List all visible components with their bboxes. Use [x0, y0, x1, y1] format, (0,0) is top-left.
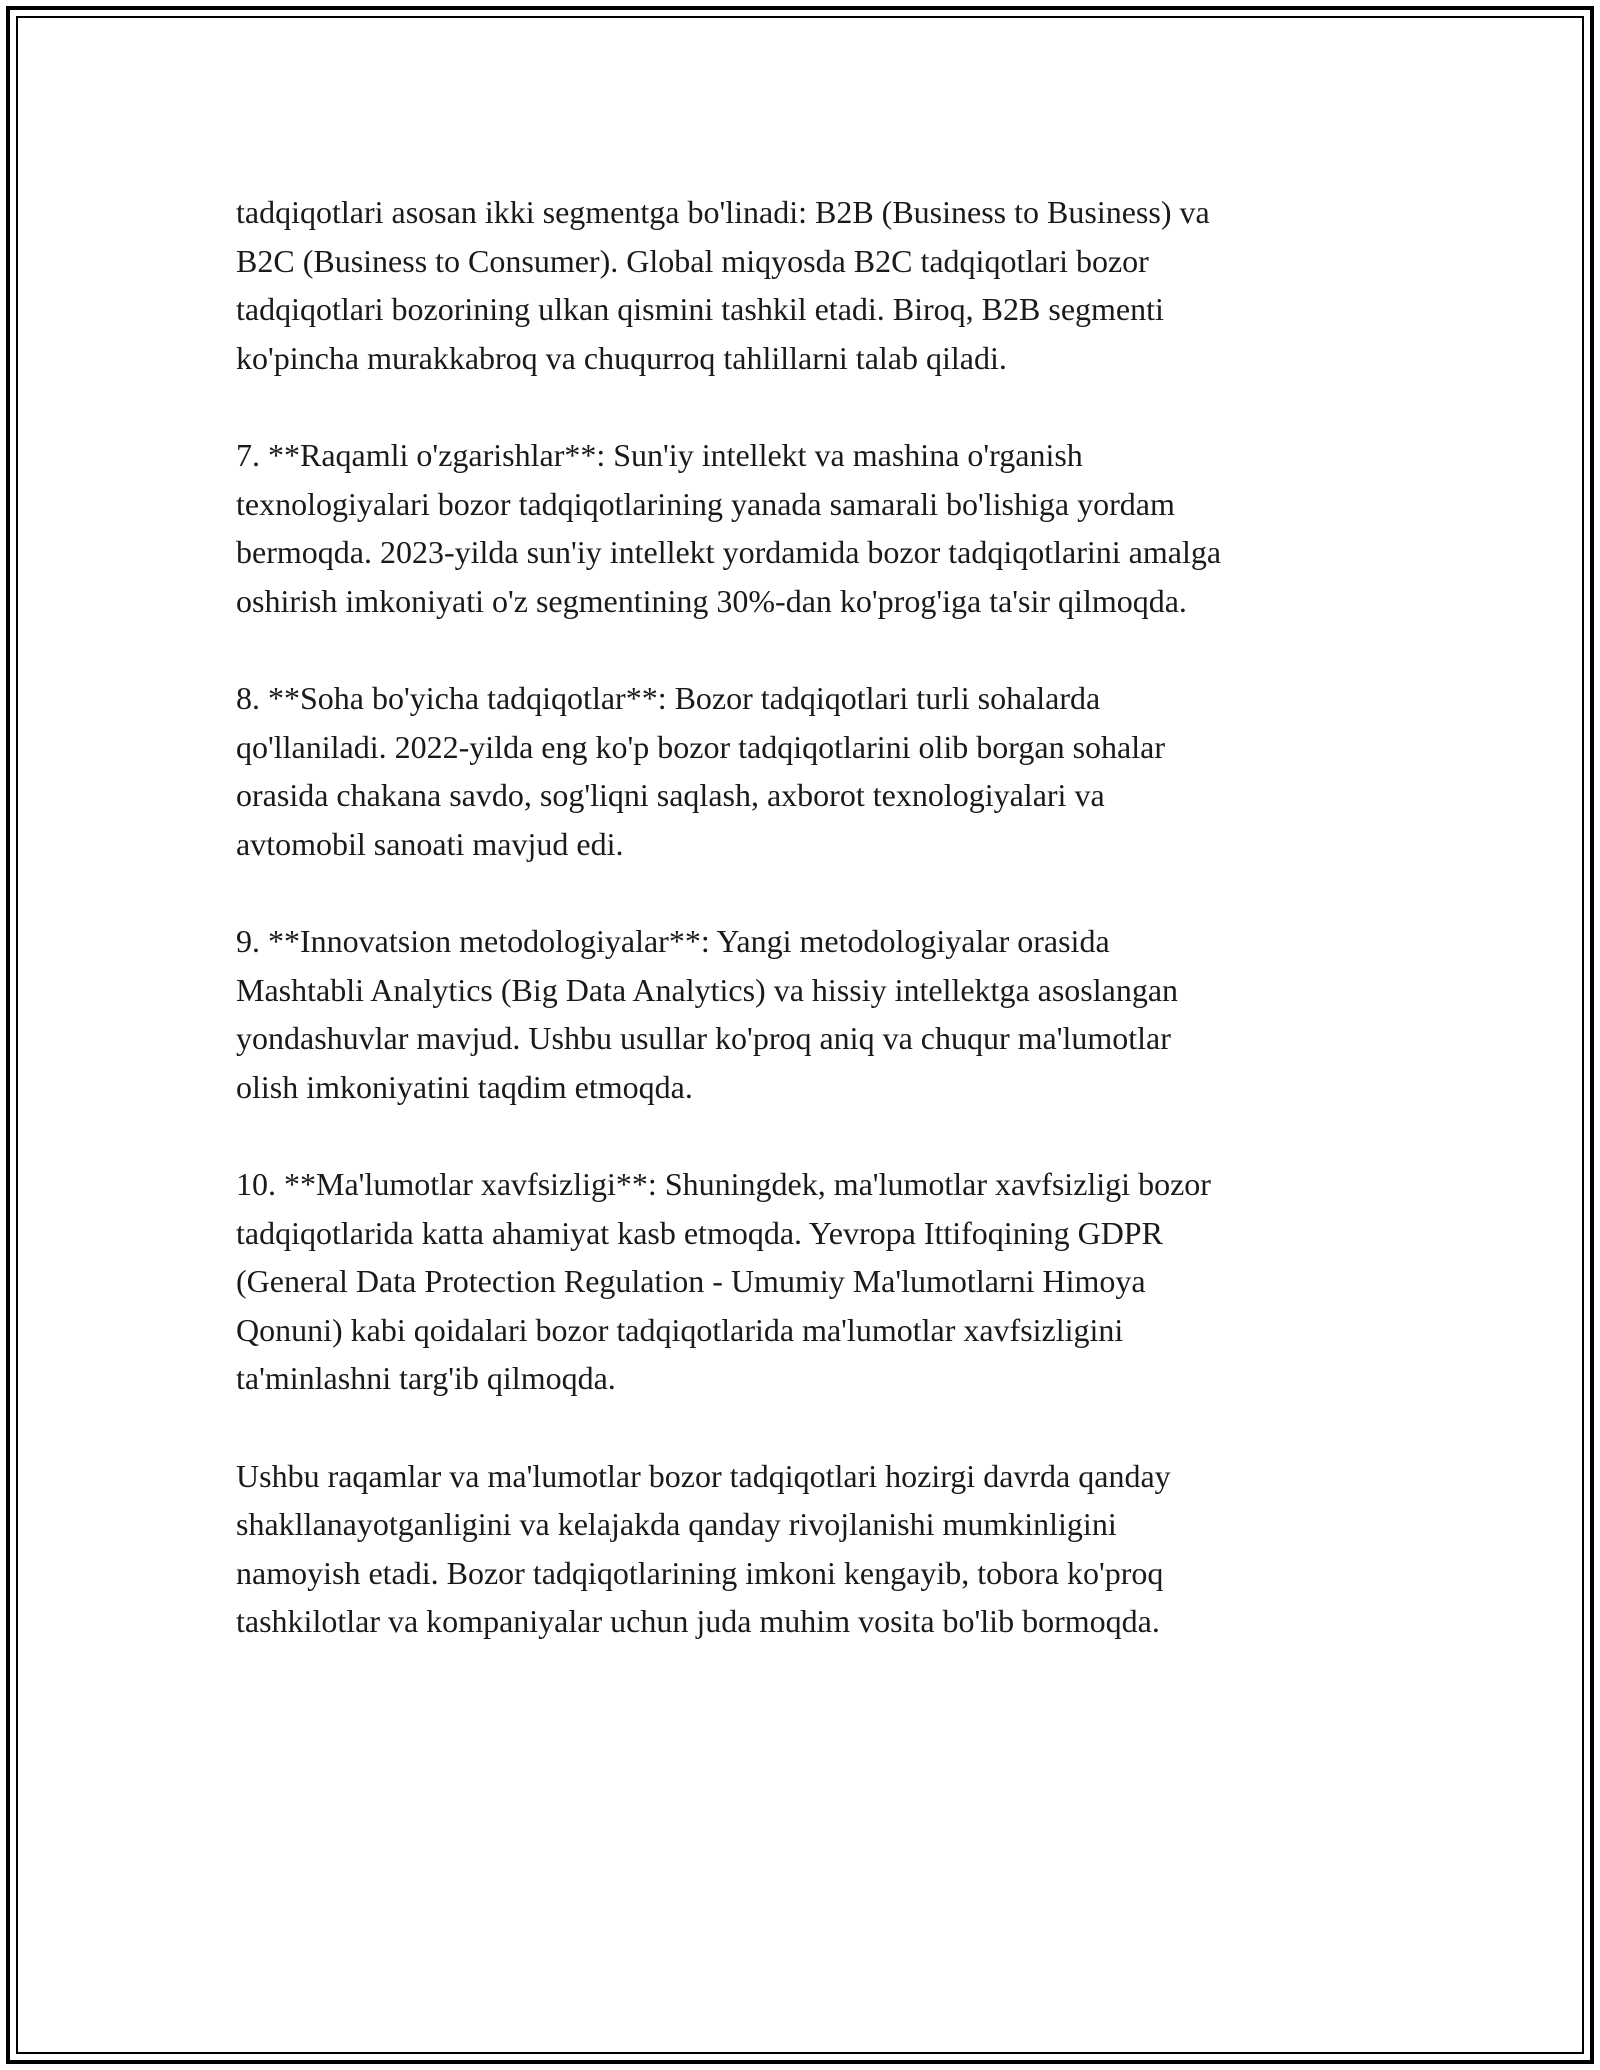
paragraph-digital-changes: 7. **Raqamli o'zgarishlar**: Sun'iy intellekt va mashina o'rganish texnologiyalari bozor tadqiqotlarining yanada samarali bo'lishiga yordam bermoqda. 2023-yilda sun'iy intellekt yordamida bozor tadqiqotlarini amalga oshirish imkoniyati o'z segmentining 30%-dan ko'prog'iga ta'sir qilmoqda.: [236, 437, 1222, 619]
paragraph-segments: tadqiqotlari asosan ikki segmentga bo'linadi: B2B (Business to Business) va B2C (Business to Consumer). Global miqyosda B2C tadqiqotlari bozor tadqiqotlari bozorining ulkan qismini tashkil etadi. Biroq, B2B segmenti ko'pincha murakkabroq va chuqurroq tahlillarni talab qiladi.: [236, 194, 1210, 376]
paragraph-industry-research: 8. **Soha bo'yicha tadqiqotlar**: Bozor tadqiqotlari turli sohalarda qo'llaniladi. 2022-yilda eng ko'p bozor tadqiqotlarini olib borgan sohalar orasida chakana savdo, sog'liqni saqlash, axborot texnologiyalari va avtomobil sanoati mavjud edi.: [236, 680, 1165, 862]
document-body: [236, 188, 1386, 1695]
paragraph-data-security: 10. **Ma'lumotlar xavfsizligi**: Shuningdek, ma'lumotlar xavfsizligi bozor tadqiqotlarida katta ahamiyat kasb etmoqda. Yevropa Ittifoqining GDPR (General Data Protection Regulation - Umumiy Ma'lumotlarni Himoya Qonuni) kabi qoidalari bozor tadqiqotlarida ma'lumotlar xavfsizligini ta'minlashni targ'ib qilmoqda.: [236, 1166, 1211, 1396]
paragraph-innovative-methodologies: 9. **Innovatsion metodologiyalar**: Yangi metodologiyalar orasida Mashtabli Analytics (Big Data Analytics) va hissiy intellektga asoslangan yondashuvlar mavjud. Ushbu usullar ko'proq aniq va chuqur ma'lumotlar olish imkoniyatini taqdim etmoqda.: [236, 923, 1179, 1105]
paragraph-conclusion: Ushbu raqamlar va ma'lumotlar bozor tadqiqotlari hozirgi davrda qanday shakllanayotganligini va kelajakda qanday rivojlanishi mumkinligini namoyish etadi. Bozor tadqiqotlarining imkoni kengayib, tobora ko'proq tashkilotlar va kompaniyalar uchun juda muhim vosita bo'lib bormoqda.: [236, 1457, 1171, 1639]
